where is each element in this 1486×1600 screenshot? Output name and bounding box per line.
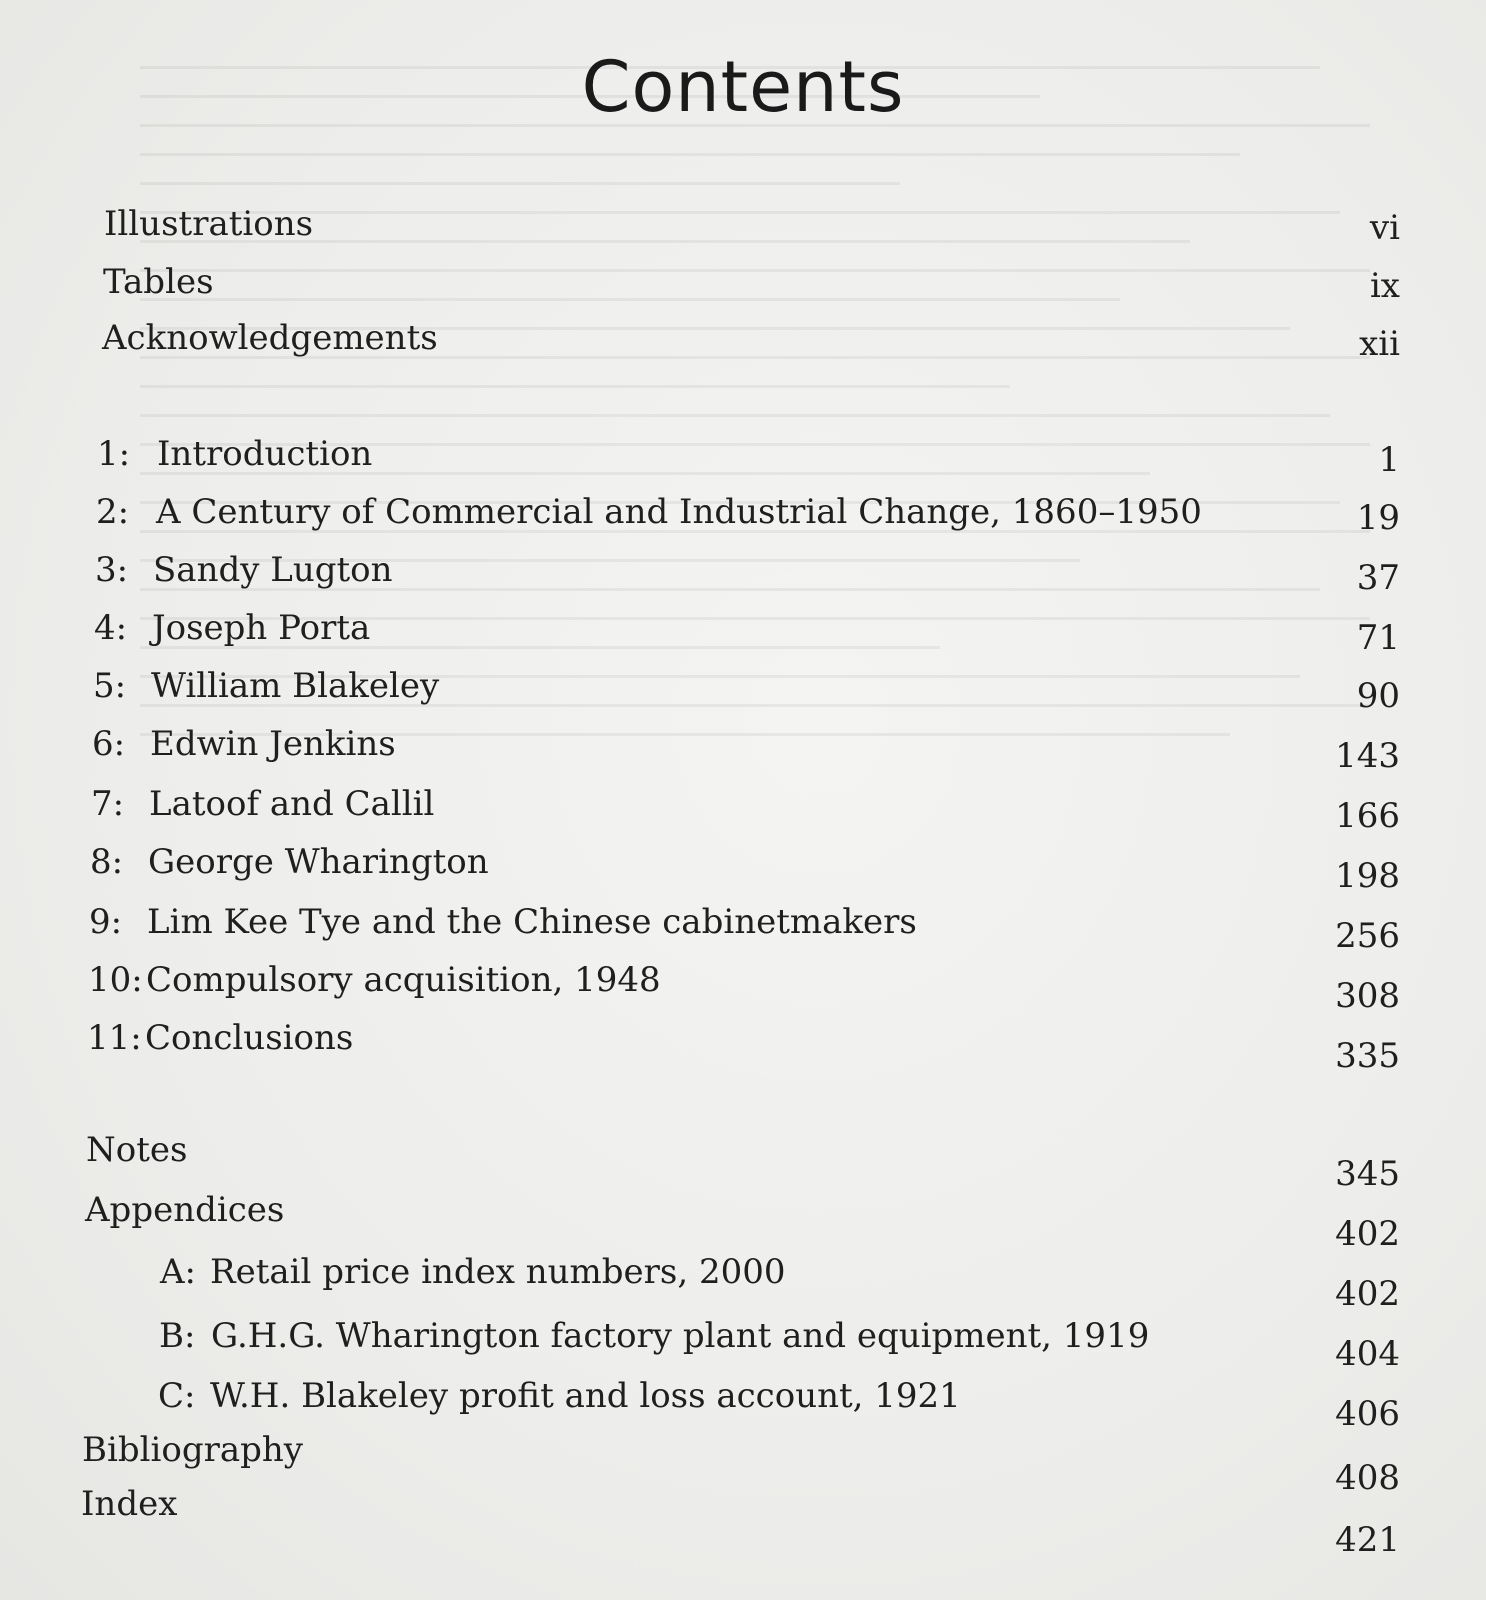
page-title: Contents bbox=[581, 46, 905, 128]
toc-page-number: 421 bbox=[1335, 1520, 1400, 1560]
chapter-title: Conclusions bbox=[145, 1018, 354, 1058]
appendix-letter: B: bbox=[159, 1316, 196, 1356]
appendix-letter: C: bbox=[158, 1376, 196, 1416]
toc-page-number: 1 bbox=[1378, 440, 1400, 480]
toc-page-number: 335 bbox=[1335, 1036, 1400, 1076]
toc-page-number: 37 bbox=[1356, 558, 1400, 598]
appendix-title: G.H.G. Wharington factory plant and equipment, 1919 bbox=[211, 1316, 1150, 1356]
chapter-number: 3: bbox=[95, 550, 129, 590]
toc-page-number: 198 bbox=[1335, 856, 1400, 896]
chapter-number: 6: bbox=[92, 724, 126, 764]
toc-page-number: 308 bbox=[1335, 976, 1400, 1016]
toc-entry-label: Appendices bbox=[85, 1190, 285, 1230]
toc-page-number: 402 bbox=[1335, 1274, 1400, 1314]
chapter-title: Edwin Jenkins bbox=[150, 724, 396, 764]
chapter-number: 10: bbox=[88, 960, 143, 1000]
chapter-number: 9: bbox=[89, 902, 123, 942]
chapter-number: 7: bbox=[91, 784, 125, 824]
toc-page-number: ix bbox=[1369, 266, 1400, 306]
toc-page-number: 402 bbox=[1335, 1214, 1400, 1254]
toc-page-number: 71 bbox=[1356, 618, 1400, 658]
toc-page-number: 408 bbox=[1335, 1458, 1400, 1498]
chapter-title: Compulsory acquisition, 1948 bbox=[146, 960, 661, 1000]
chapter-title: Latoof and Callil bbox=[149, 784, 435, 824]
toc-page-number: 256 bbox=[1335, 916, 1400, 956]
appendix-letter: A: bbox=[160, 1252, 197, 1292]
toc-page-number: 404 bbox=[1335, 1334, 1400, 1374]
chapter-title: Sandy Lugton bbox=[153, 550, 393, 590]
chapter-number: 1: bbox=[97, 434, 131, 474]
appendix-title: W.H. Blakeley profit and loss account, 1921 bbox=[210, 1376, 961, 1416]
toc-entry-label: Notes bbox=[86, 1130, 188, 1170]
toc-entry-label: Bibliography bbox=[82, 1430, 303, 1470]
chapter-title: Joseph Porta bbox=[152, 608, 371, 648]
appendix-title: Retail price index numbers, 2000 bbox=[210, 1252, 786, 1292]
toc-page-number: 90 bbox=[1356, 676, 1400, 716]
toc-entry-label: Index bbox=[81, 1484, 178, 1524]
toc-page-number: vi bbox=[1369, 208, 1400, 248]
toc-entry-label: Tables bbox=[103, 262, 214, 302]
toc-page-number: 166 bbox=[1335, 796, 1400, 836]
chapter-number: 2: bbox=[96, 492, 130, 532]
chapter-number: 4: bbox=[94, 608, 128, 648]
chapter-number: 11: bbox=[87, 1018, 142, 1058]
chapter-title: Introduction bbox=[157, 434, 373, 474]
chapter-title: A Century of Commercial and Industrial Change, 1860–1950 bbox=[156, 492, 1202, 532]
chapter-number: 8: bbox=[90, 842, 124, 882]
toc-entry-label: Acknowledgements bbox=[102, 318, 438, 358]
toc-page-number: 19 bbox=[1356, 498, 1400, 538]
toc-page-number: 143 bbox=[1335, 736, 1400, 776]
chapter-title: Lim Kee Tye and the Chinese cabinetmakers bbox=[147, 902, 917, 942]
chapter-number: 5: bbox=[93, 666, 127, 706]
toc-page-number: xii bbox=[1359, 324, 1400, 364]
chapter-title: William Blakeley bbox=[151, 666, 440, 706]
toc-page-number: 406 bbox=[1335, 1394, 1400, 1434]
chapter-title: George Wharington bbox=[148, 842, 489, 882]
toc-entry-label: Illustrations bbox=[104, 204, 314, 244]
toc-page-number: 345 bbox=[1335, 1154, 1400, 1194]
